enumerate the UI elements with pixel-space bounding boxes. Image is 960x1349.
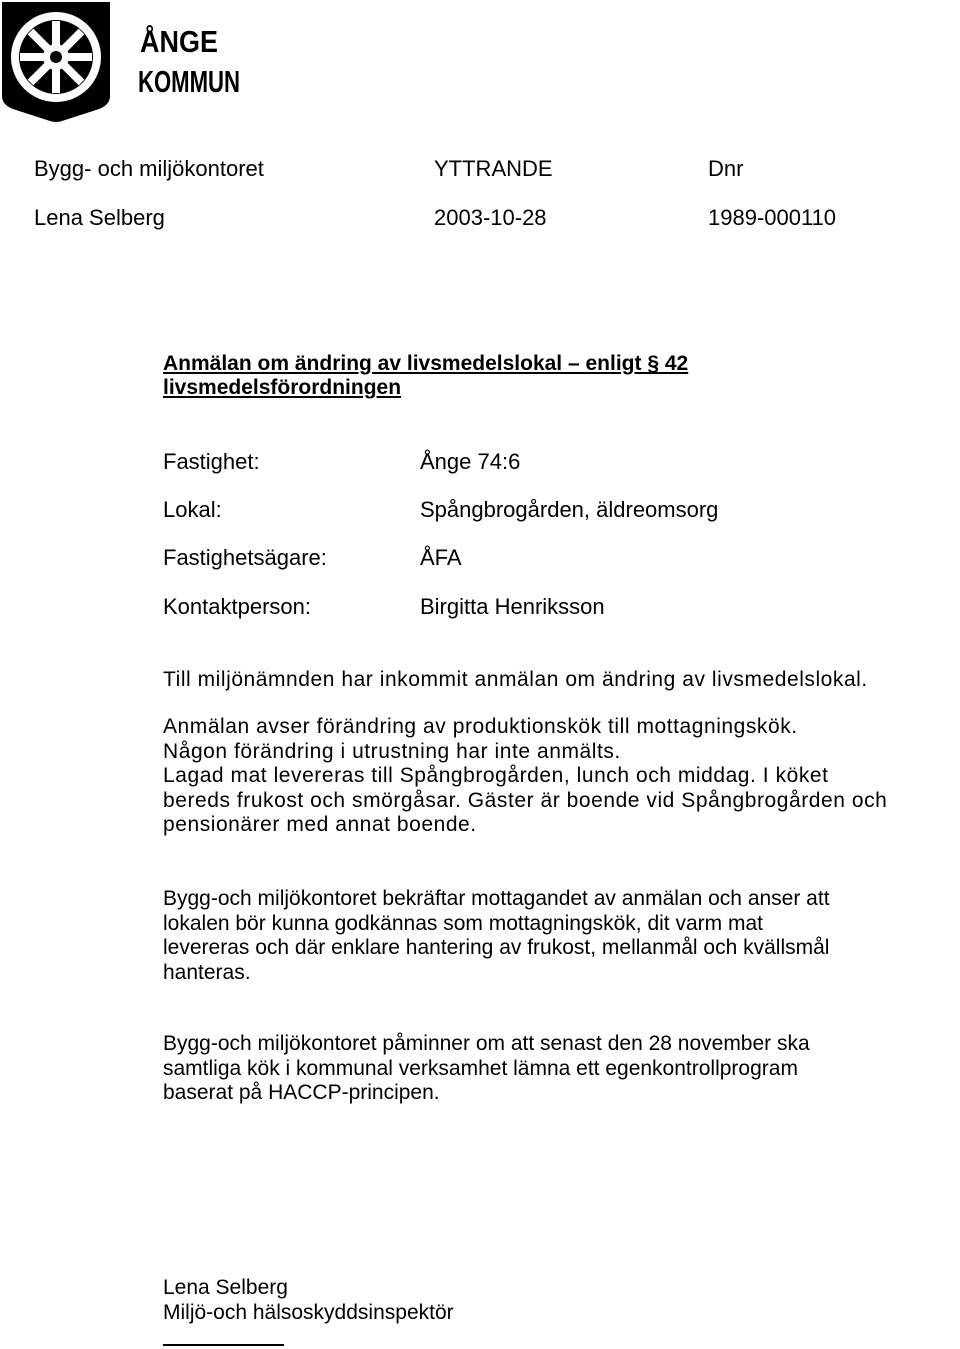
- document-type: YTTRANDE: [434, 156, 553, 181]
- paragraph-line: samtliga kök i kommunal verksamhet lämna ett egenkontrollprogram: [163, 1056, 798, 1080]
- document-title-line: Anmälan om ändring av livsmedelslokal – enligt § 42: [163, 352, 689, 375]
- paragraph-line: Bygg-och miljökontoret bekräftar mottagandet av anmälan och anser att: [163, 887, 830, 910]
- logo-text-line1: ÅNGE: [140, 24, 218, 59]
- paragraph-details: [163, 715, 953, 838]
- document-title-line: livsmedelsförordningen: [163, 376, 402, 399]
- signature-name: Lena Selberg: [163, 1276, 288, 1299]
- paragraph-line: Någon förändring i utrustning har inte anmälts.: [163, 739, 621, 763]
- signature-rule: [163, 1344, 284, 1346]
- signature-title: Miljö-och hälsoskyddsinspektör: [163, 1300, 454, 1324]
- dnr-label: Dnr: [708, 156, 744, 181]
- field-value-lokal: Spångbrogården, äldreomsorg: [420, 497, 719, 522]
- paragraph-line: Anmälan avser förändring av produktionskök till mottagningskök.: [163, 715, 798, 738]
- field-label-kontaktperson: Kontaktperson:: [163, 594, 311, 619]
- paragraph-line: bereds frukost och smörgåsar. Gäster är boende vid Spångbrogården och: [163, 788, 888, 812]
- field-label-fastighetsagare: Fastighetsägare:: [163, 545, 327, 570]
- field-value-fastighet: Ånge 74:6: [420, 449, 521, 474]
- field-value-fastighetsagare: ÅFA: [420, 545, 462, 570]
- author-name: Lena Selberg: [34, 205, 165, 230]
- paragraph-line: pensionärer med annat boende.: [163, 813, 477, 836]
- paragraph-intro: [163, 668, 953, 693]
- field-label-lokal: Lokal:: [163, 497, 222, 522]
- document-date: 2003-10-28: [434, 205, 547, 230]
- document-title: [163, 352, 803, 400]
- paragraph-line: hanteras.: [163, 960, 251, 984]
- paragraph-line: lokalen bör kunna godkännas som mottagningskök, dit varm mat: [163, 911, 763, 935]
- paragraph-reminder: [163, 1032, 953, 1106]
- paragraph-line: Lagad mat levereras till Spångbrogården, lunch och middag. I köket: [163, 764, 829, 787]
- field-label-fastighet: Fastighet:: [163, 449, 260, 474]
- paragraph-line: levereras och där enklare hantering av frukost, mellanmål och kvällsmål: [163, 936, 830, 959]
- paragraph-line: Till miljönämnden har inkommit anmälan om ändring av livsmedelslokal.: [163, 668, 868, 691]
- paragraph-assessment: [163, 887, 953, 985]
- logo-text-line2: KOMMUN: [138, 64, 240, 99]
- department-name: Bygg- och miljökontoret: [34, 156, 264, 181]
- logo-wordmark: [138, 22, 248, 100]
- field-value-kontaktperson: Birgitta Henriksson: [420, 594, 605, 619]
- paragraph-line: baserat på HACCP-principen.: [163, 1081, 440, 1104]
- dnr-value: 1989-000110: [708, 205, 837, 230]
- ange-kommun-logo-icon: [0, 0, 112, 124]
- paragraph-line: Bygg-och miljökontoret påminner om att senast den 28 november ska: [163, 1032, 810, 1055]
- signature-block: [163, 1276, 953, 1325]
